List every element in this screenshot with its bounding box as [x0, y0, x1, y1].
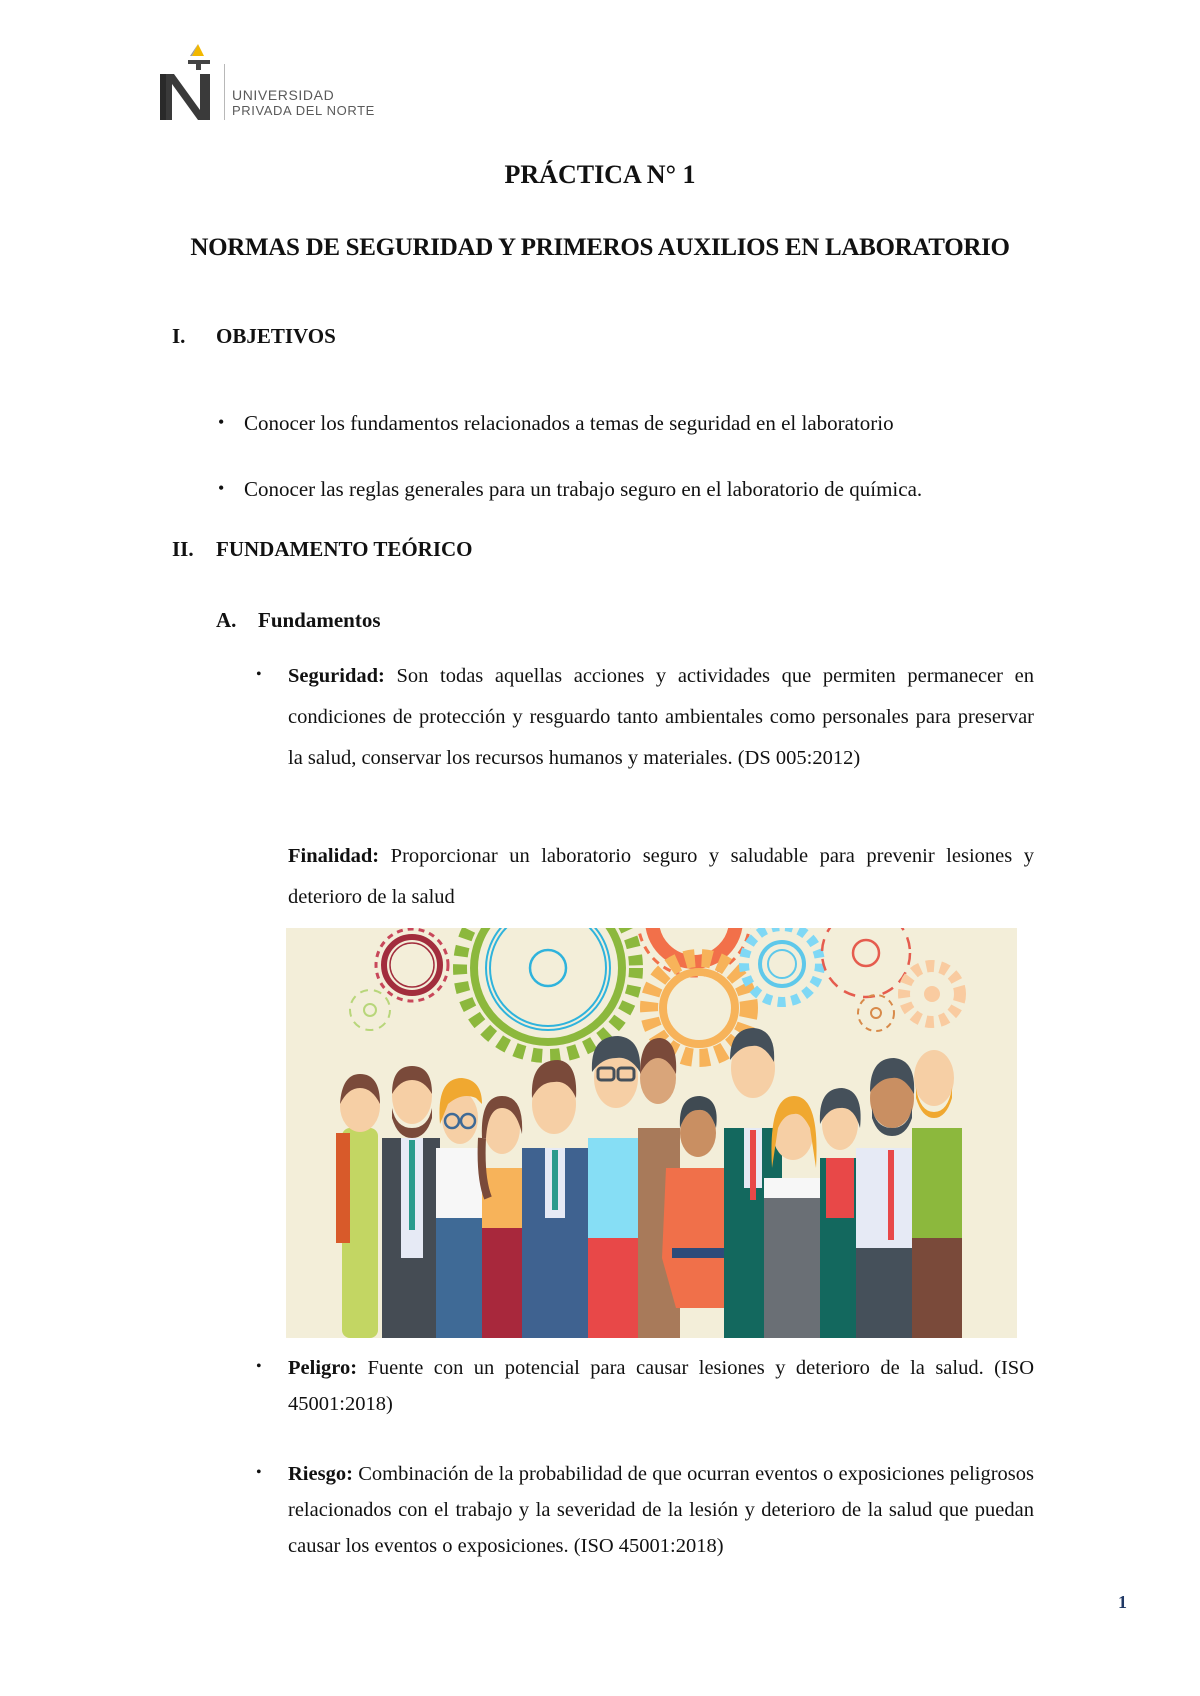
definition-peligro: [288, 1350, 1034, 1422]
term: Finalidad:: [288, 845, 380, 867]
subsection-title: Fundamentos: [258, 608, 381, 632]
bullet-icon: •: [256, 1464, 262, 1481]
definition: Combinación de la probabilidad de que ocurran eventos o exposiciones peligrosos relacionados con el trabajo y la severidad de la lesión y deterioro de la salud que puedan causar los eventos o exposiciones. (ISO 45001:2018): [288, 1463, 1034, 1557]
definition: Proporcionar un laboratorio seguro y saludable para prevenir lesiones y deterioro de la salud: [288, 845, 1035, 908]
people-group-icon: [336, 1028, 962, 1338]
university-name-line1: UNIVERSIDAD: [232, 87, 335, 103]
subsection-letter: A.: [216, 608, 237, 632]
definition: Son todas aquellas acciones y actividades que permiten permanecer en condiciones de protección y resguardo tanto ambientales como personales para preservar la salud, conservar los recursos humanos y materiales. (DS 005:2012): [288, 665, 1034, 769]
bullet-icon: •: [256, 666, 262, 683]
objective-item: Conocer las reglas generales para un trabajo seguro en el laboratorio de química.: [244, 477, 923, 501]
bullet-icon: •: [218, 478, 225, 498]
term: Peligro:: [288, 1357, 358, 1379]
definition: Fuente con un potencial para causar lesiones y deterioro de la salud. (ISO 45001:2018): [288, 1357, 1035, 1415]
gears-and-people-image: [286, 928, 1017, 1338]
section-number: I.: [172, 324, 186, 348]
gears-icon: [350, 928, 960, 1058]
document-subtitle: NORMAS DE SEGURIDAD Y PRIMEROS AUXILIOS EN LABORATORIO: [190, 234, 1010, 261]
term: Seguridad:: [288, 665, 385, 687]
term: Riesgo:: [288, 1463, 353, 1485]
section-number: II.: [172, 537, 194, 561]
page-number: 1: [1118, 1592, 1127, 1612]
logo-divider: [224, 64, 225, 120]
university-name-line2: PRIVADA DEL NORTE: [232, 103, 375, 118]
section-heading-fundamento: [172, 537, 473, 562]
bullet-icon: •: [218, 412, 225, 432]
definition-finalidad: [288, 836, 1034, 918]
university-n-logo-icon: [160, 44, 220, 124]
definition-riesgo: [288, 1456, 1034, 1564]
university-name: [232, 88, 375, 118]
document-title: PRÁCTICA N° 1: [504, 160, 696, 189]
section-heading-objetivos: [172, 324, 336, 349]
university-logo: [160, 44, 420, 124]
definition-seguridad: [288, 656, 1034, 779]
subsection-heading-fundamentos: [216, 608, 381, 633]
teamwork-illustration: [286, 928, 1017, 1338]
objective-item: Conocer los fundamentos relacionados a temas de seguridad en el laboratorio: [244, 411, 894, 435]
bullet-icon: •: [256, 1358, 262, 1375]
section-title: OBJETIVOS: [216, 324, 336, 348]
section-title: FUNDAMENTO TEÓRICO: [216, 537, 473, 561]
